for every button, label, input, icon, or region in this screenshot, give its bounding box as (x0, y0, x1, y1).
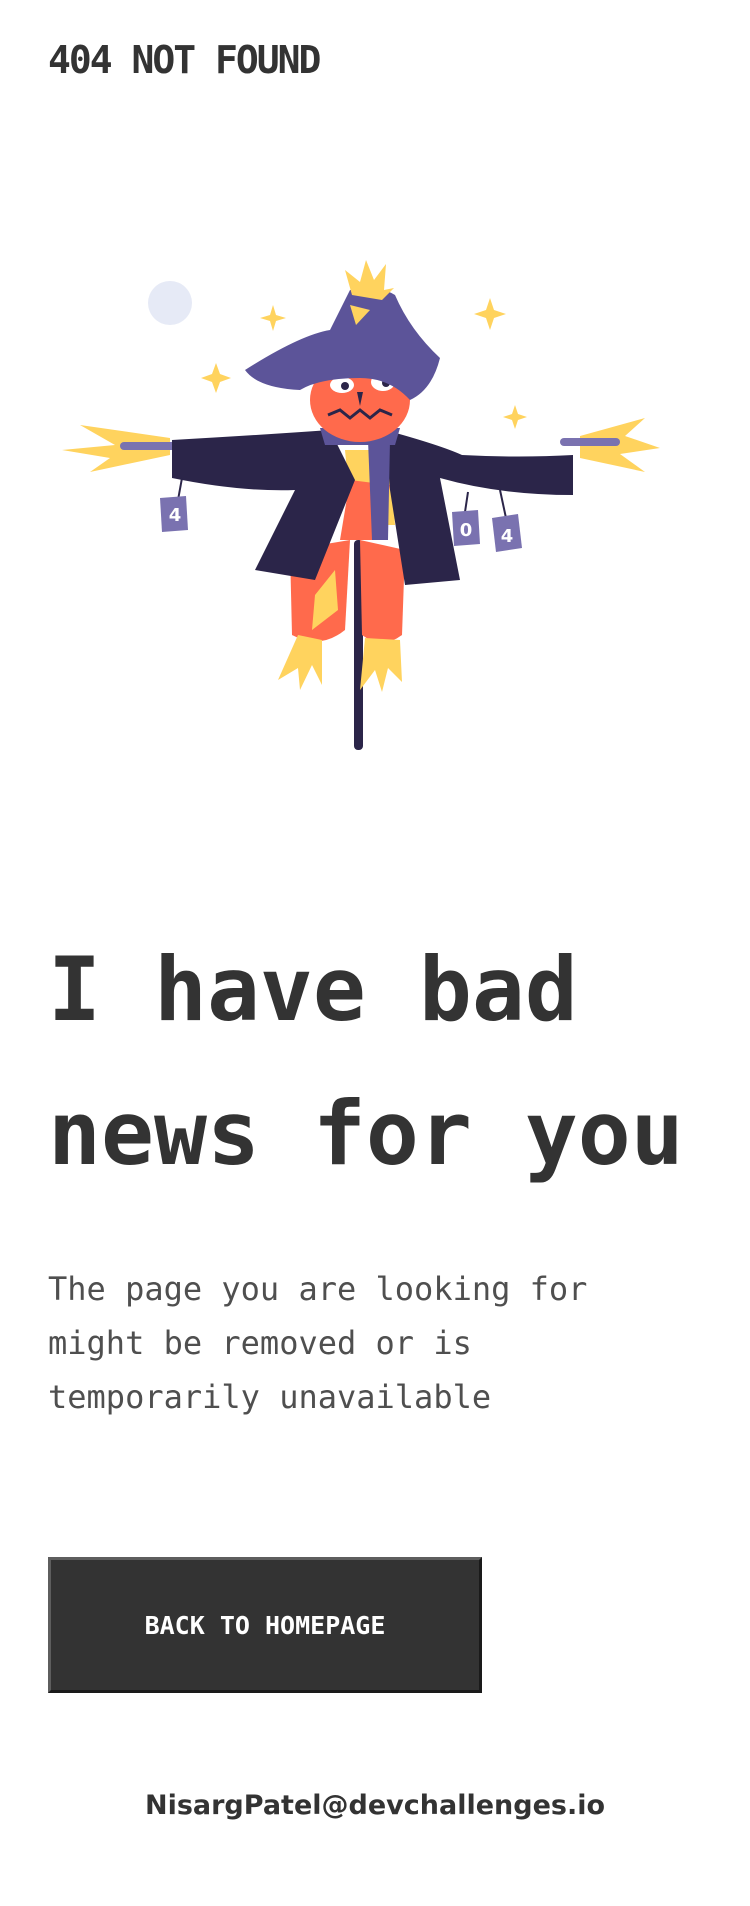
headline-line-1: I have bad (48, 938, 578, 1041)
error-message-line-2: might be removed or is (48, 1324, 472, 1362)
scarecrow-leg-right (360, 540, 405, 643)
error-message-line-3: temporarily unavailable (48, 1378, 492, 1416)
scarecrow-illustration (60, 250, 680, 770)
headline (48, 918, 738, 1206)
can-tag-middle-text: 0 (459, 520, 473, 541)
moon-icon (148, 281, 192, 325)
page-title: 404 NOT FOUND (48, 38, 320, 82)
can-tag-right-text: 4 (500, 526, 514, 547)
can-tag-left-text: 4 (168, 505, 182, 526)
error-message (48, 1262, 688, 1424)
back-to-homepage-button[interactable]: BACK TO HOMEPAGE (48, 1557, 482, 1693)
headline-line-2: news for you (48, 1082, 684, 1185)
footer-credit: NisargPatel@devchallenges.io (144, 1790, 606, 1821)
error-message-line-1: The page you are looking for (48, 1270, 588, 1308)
